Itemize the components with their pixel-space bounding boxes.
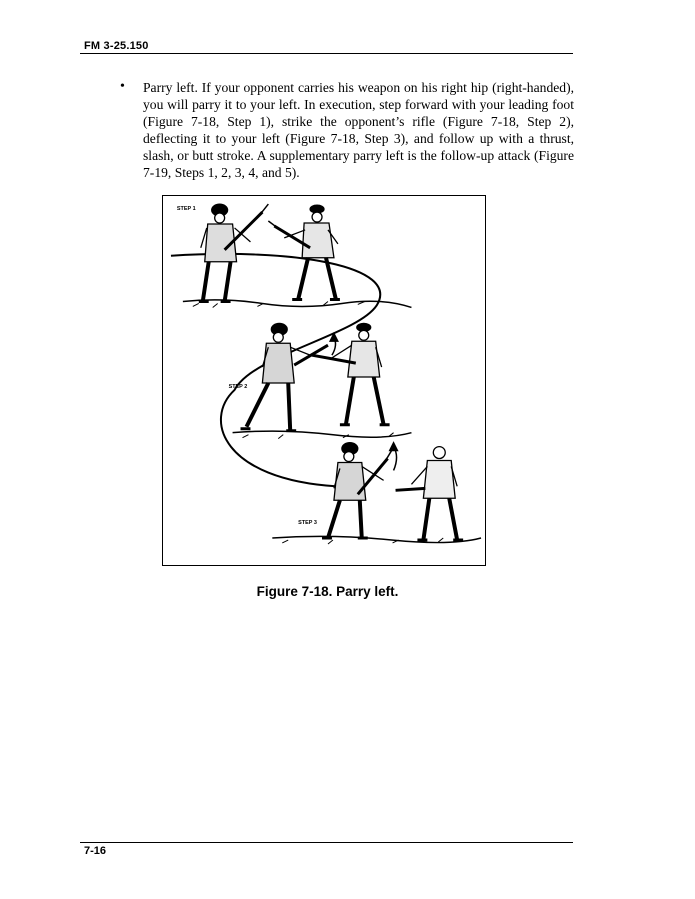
step-2-label: STEP 2 — [228, 383, 248, 390]
header-rule — [80, 53, 573, 54]
step-1-label: STEP 1 — [176, 206, 196, 213]
figure-caption: Figure 7-18. Parry left. — [256, 584, 399, 599]
footer-rule — [80, 842, 573, 843]
figure-illustration — [162, 195, 486, 566]
step-3-label: STEP 3 — [298, 520, 317, 527]
step-3-scene — [272, 443, 481, 544]
manual-code: FM 3-25.150 — [84, 40, 149, 52]
page-number: 7-16 — [84, 845, 107, 857]
bayonet-parry-left-drawing — [163, 196, 485, 565]
bullet-text: Parry left. If your opponent carries his weapon on his right hip (right-handed), you will parry it to your left. In execution, step forward with your leading foot (Figure 7-18, Step 1), strike the opponent’s rifle (Figure 7-18, Step 2), deflecting it to your left (Figure 7-18, Step 3), and follow up with a thrust, slash, or butt stroke. A supplementary parry left is the follow-up attack (Figure 7-19, Steps 1, 2, 3, 4, and 5). — [143, 80, 574, 180]
step-1-scene — [183, 204, 412, 307]
bullet-icon: • — [120, 79, 125, 94]
bullet-paragraph — [120, 79, 574, 181]
step-2-scene — [233, 323, 412, 438]
